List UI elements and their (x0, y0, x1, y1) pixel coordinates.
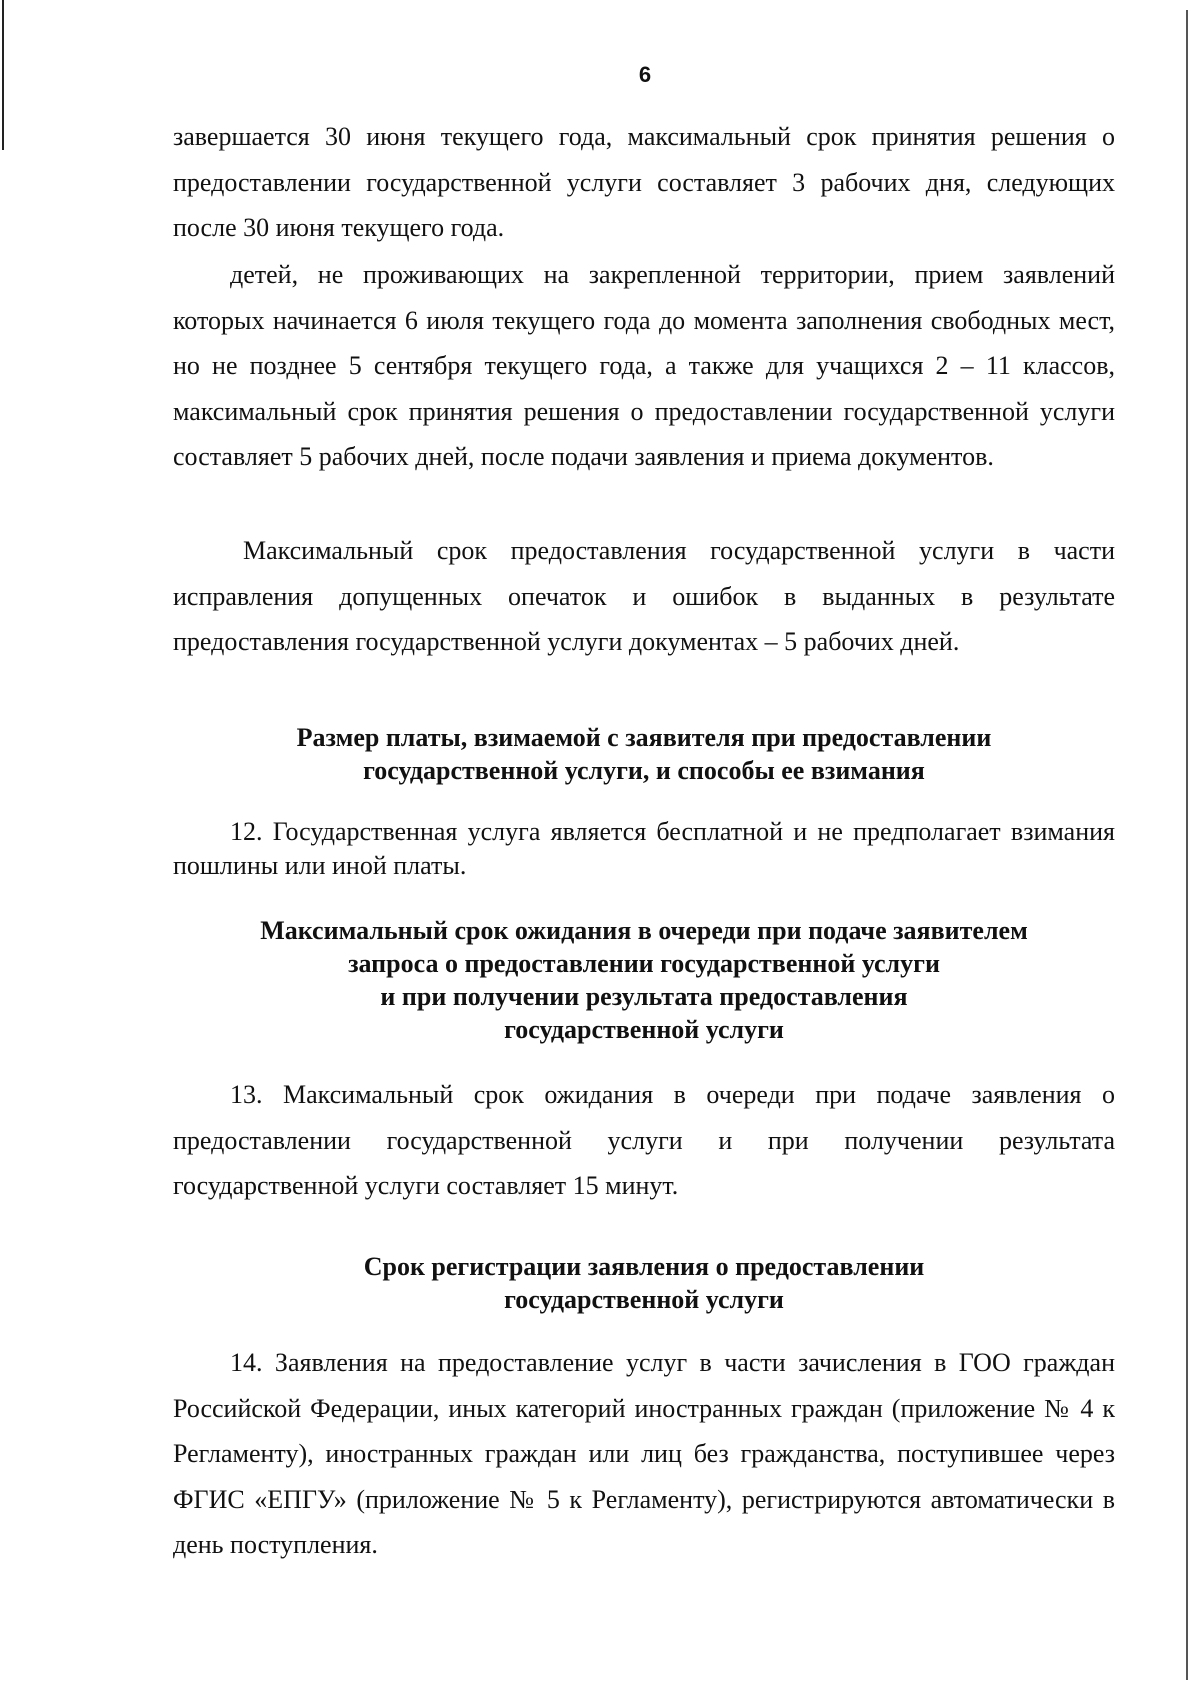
heading-registration (173, 1250, 1115, 1316)
heading-fee (173, 721, 1115, 787)
heading-line: и при получении результата предоставления (380, 982, 908, 1011)
paragraph-12 (173, 815, 1115, 883)
paragraph-continuation (173, 114, 1115, 251)
heading-line: государственной услуги (504, 1015, 784, 1044)
heading-line: Срок регистрации заявления о предоставлении (363, 1252, 925, 1281)
page-number: 6 (638, 62, 652, 87)
heading-line: государственной услуги, и способы ее взимания (363, 756, 925, 785)
paragraph-children-not-residing (173, 252, 1115, 480)
heading-line: Максимальный срок ожидания в очереди при подаче заявителем (260, 916, 1028, 945)
paragraph-text: 13. Максимальный срок ожидания в очереди при подаче заявления о предоставлении государственной услуги и при получении результата государственной услуги составляет 15 минут. (173, 1080, 1115, 1200)
paragraph-text: 12. Государственная услуга является бесплатной и не предполагает взимания пошлины или иной платы. (173, 817, 1115, 880)
heading-line: запроса о предоставлении государственной услуги (348, 949, 940, 978)
paragraph-13 (173, 1072, 1115, 1209)
scan-right-edge (1186, 10, 1188, 1680)
paragraph-text: 14. Заявления на предоставление услуг в части зачисления в ГОО граждан Российской Федерации, иных категорий иностранных граждан (приложение № 4 к Регламенту), иностранных граждан или лиц без гражданства, поступившее через ФГИС «ЕПГУ» (приложение № 5 к Регламенту), регистрируются автоматически в день поступления. (173, 1348, 1115, 1559)
heading-line: государственной услуги (504, 1285, 784, 1314)
heading-line: Размер платы, взимаемой с заявителя при предоставлении (296, 723, 992, 752)
heading-queue (173, 914, 1115, 1046)
paragraph-text: Максимальный срок предоставления государственной услуги в части исправления допущенных опечаток и ошибок в выданных в результате предоставления государственной услуги документах – 5 рабочих дней. (173, 536, 1115, 656)
paragraph-text: детей, не проживающих на закрепленной территории, прием заявлений которых начинается 6 июля текущего года до момента заполнения свободных мест, но не позднее 5 сентября текущего года, а также для учащихся 2 – 11 классов, максимальный срок принятия решения о предоставлении государственной услуги составляет 5 рабочих дней, после подачи заявления и приема документов. (173, 260, 1115, 471)
paragraph-text: завершается 30 июня текущего года, максимальный срок принятия решения о предоставлении государственной услуги составляет 3 рабочих дня, следующих после 30 июня текущего года. (173, 122, 1115, 242)
paragraph-corrections-term (173, 528, 1115, 665)
paragraph-14 (173, 1340, 1115, 1568)
